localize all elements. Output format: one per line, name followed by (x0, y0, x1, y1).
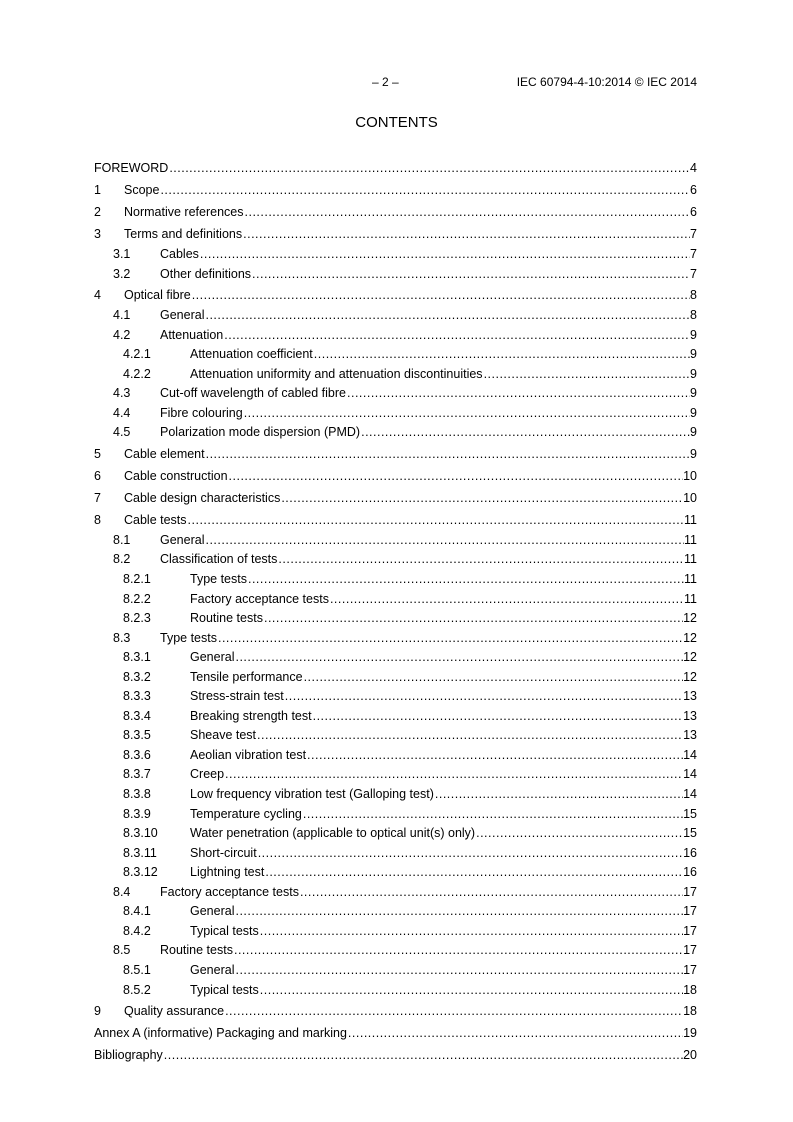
toc-entry-title: Water penetration (applicable to optical unit(s) only) (190, 824, 476, 844)
toc-entry-number: 8.3.11 (123, 845, 157, 860)
toc-entry-title: General (190, 902, 235, 922)
toc-entry-line (190, 961, 697, 981)
toc-entry-page: 14 (683, 767, 697, 782)
toc-entry-number: 8.5.1 (123, 962, 151, 977)
toc-entry-line (190, 981, 697, 1001)
toc-entry-title: Polarization mode dispersion (PMD) (160, 423, 361, 443)
toc-dot-leader (252, 265, 690, 285)
toc-dot-leader (200, 245, 690, 265)
toc-entry-line (124, 487, 697, 509)
toc-entry[interactable] (94, 306, 697, 326)
toc-entry-line (190, 609, 697, 629)
toc-entry-page: 11 (684, 591, 697, 606)
toc-entry-line (160, 531, 697, 551)
toc-entry-page: 15 (683, 806, 697, 821)
toc-entry-number: 8.3.1 (123, 650, 151, 665)
toc-entry-page: 9 (690, 366, 697, 381)
toc-entry-title: Routine tests (160, 941, 234, 961)
toc-entry-title: Type tests (190, 570, 248, 590)
toc-entry-page: 19 (683, 1026, 697, 1041)
toc-entry-title: Sheave test (190, 726, 257, 746)
toc-entry-title: Cable tests (124, 509, 188, 531)
toc-entry-number: 6 (94, 468, 101, 483)
toc-entry-page: 13 (683, 689, 697, 704)
toc-entry-number: 8.3.3 (123, 689, 151, 704)
toc-entry-title: Lightning test (190, 863, 265, 883)
toc-entry-number: 9 (94, 1004, 101, 1019)
toc-entry-page: 9 (690, 405, 697, 420)
toc-entry-page: 18 (683, 1004, 697, 1019)
toc-entry-number: 8.3.10 (123, 826, 158, 841)
toc-entry[interactable] (94, 844, 697, 864)
toc-entry-line (190, 805, 697, 825)
toc-entry-line (160, 423, 697, 443)
toc-entry-line (190, 345, 697, 365)
toc-entry-page: 12 (683, 630, 697, 645)
page-header (0, 75, 793, 93)
toc-entry-title: Cables (160, 245, 200, 265)
toc-entry-title: Other definitions (160, 265, 252, 285)
toc-entry-number: 8.3.9 (123, 806, 151, 821)
toc-entry-line (190, 824, 697, 844)
toc-entry-line (124, 201, 697, 223)
toc-entry-title: Factory acceptance tests (190, 590, 330, 610)
toc-entry[interactable] (94, 326, 697, 346)
toc-entry[interactable] (94, 961, 697, 981)
toc-dot-leader (313, 707, 683, 727)
toc-entry-page: 17 (683, 904, 697, 919)
toc-entry-line (190, 687, 697, 707)
toc-entry-title: Aeolian vibration test (190, 746, 307, 766)
toc-dot-leader (160, 179, 690, 201)
toc-entry-line (160, 306, 697, 326)
toc-entry[interactable] (94, 805, 697, 825)
toc-entry-line (160, 629, 697, 649)
toc-entry-number: 8.3.2 (123, 669, 151, 684)
toc-entry-title: Stress-strain test (190, 687, 285, 707)
toc-dot-leader (361, 423, 690, 443)
toc-entry-page: 10 (683, 490, 697, 505)
toc-entry[interactable] (94, 179, 697, 201)
toc-entry-line (190, 785, 697, 805)
toc-entry[interactable] (94, 284, 697, 306)
toc-entry-number: 7 (94, 490, 101, 505)
toc-entry-title: Optical fibre (124, 284, 192, 306)
toc-entry-title: FOREWORD (94, 157, 169, 179)
toc-entry-number: 8.1 (113, 532, 131, 547)
toc-entry-number: 8.3.7 (123, 767, 151, 782)
toc-entry-number: 5 (94, 446, 101, 461)
toc-entry[interactable] (94, 883, 697, 903)
toc-entry-page: 11 (684, 512, 697, 527)
toc-entry-number: 8.2.3 (123, 611, 151, 626)
toc-entry[interactable] (94, 245, 697, 265)
toc-dot-leader (235, 648, 683, 668)
toc-entry-title: Temperature cycling (190, 805, 303, 825)
toc-entry-line (190, 765, 697, 785)
toc-entry-number: 4.2.2 (123, 366, 151, 381)
page-number: – 2 – (372, 75, 399, 89)
toc-entry-line (160, 883, 697, 903)
toc-entry-number: 8.3.5 (123, 728, 151, 743)
toc-entry-page: 9 (690, 347, 697, 362)
toc-entry-line (190, 902, 697, 922)
toc-entry[interactable] (94, 629, 697, 649)
toc-entry-number: 8.3.6 (123, 747, 151, 762)
toc-entry[interactable] (94, 648, 697, 668)
toc-dot-leader (303, 805, 683, 825)
toc-entry-line (160, 941, 697, 961)
toc-entry-number: 3.1 (113, 247, 131, 261)
toc-entry-number: 8.4.2 (123, 923, 151, 938)
toc-entry-title: Typical tests (190, 922, 260, 942)
toc-entry-title: Normative references (124, 201, 245, 223)
toc-entry-line (124, 284, 697, 306)
toc-entry-page: 6 (690, 183, 697, 197)
toc-dot-leader (244, 404, 690, 424)
toc-entry-title: Breaking strength test (190, 707, 313, 727)
toc-entry-line (160, 550, 697, 570)
toc-entry-number: 4.2 (113, 327, 131, 342)
toc-entry-page: 7 (690, 227, 697, 241)
toc-entry-number: 8.4 (113, 884, 131, 899)
toc-entry[interactable] (94, 487, 697, 509)
toc-entry-title: Attenuation (160, 326, 224, 346)
toc-entry-line (160, 326, 697, 346)
toc-dot-leader (285, 687, 683, 707)
toc-entry-title: Short-circuit (190, 844, 258, 864)
toc-dot-leader (235, 902, 683, 922)
toc-entry-page: 9 (690, 327, 697, 342)
toc-entry-page: 6 (690, 205, 697, 219)
toc-entry-title: Cable design characteristics (124, 487, 281, 509)
toc-entry[interactable] (94, 509, 697, 531)
toc-entry[interactable] (94, 609, 697, 629)
toc-dot-leader (265, 863, 683, 883)
toc-dot-leader (218, 629, 683, 649)
toc-entry[interactable] (94, 345, 697, 365)
toc-entry-title: General (160, 306, 205, 326)
toc-entry-line (124, 1000, 697, 1022)
toc-entry-line (190, 668, 697, 688)
toc-entry-title: Typical tests (190, 981, 260, 1001)
toc-entry-page: 13 (683, 708, 697, 723)
toc-entry-page: 7 (690, 266, 697, 281)
toc-dot-leader (314, 345, 690, 365)
toc-entry[interactable] (94, 423, 697, 443)
toc-entry-number: 4 (94, 288, 101, 303)
toc-dot-leader (225, 1000, 683, 1022)
toc-entry-line (124, 465, 697, 487)
toc-entry-page: 14 (683, 787, 697, 802)
toc-entry-title: Cable construction (124, 465, 229, 487)
toc-entry-number: 8.5.2 (123, 982, 151, 997)
toc-entry-number: 8.3.8 (123, 787, 151, 802)
toc-entry-page: 11 (684, 572, 697, 587)
toc-dot-leader (192, 284, 690, 306)
toc-entry-page: 9 (690, 446, 697, 461)
toc-entry[interactable] (94, 265, 697, 285)
toc-entry-title: Type tests (160, 629, 218, 649)
toc-entry[interactable] (94, 746, 697, 766)
toc-entry-number: 4.3 (113, 386, 131, 401)
toc-entry-number: 8.2.2 (123, 591, 151, 606)
toc-entry-title: Cable element (124, 443, 206, 465)
toc-entry-page: 10 (683, 468, 697, 483)
toc-dot-leader (435, 785, 683, 805)
toc-entry-page: 12 (683, 611, 697, 626)
toc-dot-leader (257, 726, 683, 746)
toc-entry[interactable] (94, 981, 697, 1001)
toc-entry-title: Fibre colouring (160, 404, 244, 424)
toc-entry-line (190, 707, 697, 727)
toc-entry-page: 17 (683, 923, 697, 938)
toc-entry-page: 17 (683, 884, 697, 899)
toc-entry-number: 3 (94, 227, 101, 241)
toc-dot-leader (300, 883, 683, 903)
toc-entry[interactable] (94, 404, 697, 424)
toc-entry-page: 11 (684, 552, 697, 567)
toc-dot-leader (164, 1044, 683, 1066)
toc-entry[interactable] (94, 550, 697, 570)
toc-entry-title: Factory acceptance tests (160, 883, 300, 903)
toc-entry[interactable] (94, 201, 697, 223)
toc-entry-page: 17 (683, 943, 697, 958)
toc-entry-title: Terms and definitions (124, 223, 243, 245)
toc-entry[interactable] (94, 707, 697, 727)
toc-entry-line (160, 265, 697, 285)
toc-entry[interactable] (94, 465, 697, 487)
toc-entry-page: 7 (690, 247, 697, 261)
toc-entry-line (190, 863, 697, 883)
toc-dot-leader (260, 922, 683, 942)
toc-entry-number: 2 (94, 205, 101, 219)
toc-dot-leader (169, 157, 690, 179)
toc-entry-page: 9 (690, 425, 697, 440)
toc-entry-line (94, 157, 697, 179)
toc-entry-line (94, 1044, 697, 1066)
toc-dot-leader (234, 941, 683, 961)
toc-entry-title: Bibliography (94, 1044, 164, 1066)
toc-dot-leader (484, 365, 690, 385)
toc-entry-number: 1 (94, 183, 101, 197)
toc-entry[interactable] (94, 365, 697, 385)
toc-entry-page: 17 (683, 962, 697, 977)
toc-entry-line (124, 223, 697, 245)
toc-entry-title: Quality assurance (124, 1000, 225, 1022)
toc-entry-page: 14 (683, 747, 697, 762)
toc-entry-number: 8.2.1 (123, 572, 151, 587)
toc-entry-number: 4.4 (113, 405, 131, 420)
toc-entry-title: Cut-off wavelength of cabled fibre (160, 384, 347, 404)
toc-dot-leader (225, 765, 683, 785)
toc-dot-leader (205, 306, 690, 326)
toc-dot-leader (304, 668, 684, 688)
toc-entry-line (190, 570, 697, 590)
toc-dot-leader (224, 326, 690, 346)
toc-dot-leader (330, 590, 684, 610)
toc-entry-line (190, 746, 697, 766)
toc-dot-leader (229, 465, 684, 487)
toc-entry[interactable] (94, 726, 697, 746)
page-title: CONTENTS (355, 114, 438, 131)
toc-entry-page: 20 (683, 1048, 697, 1063)
toc-entry-number: 4.2.1 (123, 347, 151, 362)
toc-entry-line (124, 443, 697, 465)
toc-dot-leader (264, 609, 683, 629)
toc-entry[interactable] (94, 902, 697, 922)
toc-entry-page: 4 (690, 161, 697, 175)
toc-entry[interactable] (94, 384, 697, 404)
toc-entry-line (190, 922, 697, 942)
toc-entry-line (190, 844, 697, 864)
toc-entry-number: 8.3.12 (123, 865, 158, 880)
toc-entry-page: 16 (683, 845, 697, 860)
toc-dot-leader (307, 746, 683, 766)
toc-entry-title: Annex A (informative) Packaging and marking (94, 1022, 348, 1044)
toc-dot-leader (260, 981, 683, 1001)
toc-entry-page: 11 (684, 532, 697, 547)
toc-entry-number: 3.2 (113, 266, 131, 281)
toc-dot-leader (248, 570, 684, 590)
toc-entry-title: Tensile performance (190, 668, 304, 688)
toc-entry-page: 8 (690, 288, 697, 303)
toc-entry[interactable] (94, 941, 697, 961)
table-of-contents (94, 157, 697, 1066)
toc-entry[interactable] (94, 223, 697, 245)
toc-dot-leader (348, 1022, 683, 1044)
toc-entry[interactable] (94, 687, 697, 707)
toc-entry-line (124, 179, 697, 201)
toc-entry-line (190, 365, 697, 385)
toc-entry-page: 13 (683, 728, 697, 743)
toc-entry[interactable] (94, 443, 697, 465)
toc-entry-line (190, 726, 697, 746)
toc-entry-page: 12 (683, 669, 697, 684)
toc-entry-title: Scope (124, 179, 160, 201)
toc-entry[interactable] (94, 1022, 697, 1044)
toc-entry[interactable] (94, 863, 697, 883)
toc-dot-leader (476, 824, 683, 844)
toc-entry-line (160, 245, 697, 265)
toc-entry-number: 8.2 (113, 552, 131, 567)
toc-entry-number: 4.5 (113, 425, 131, 440)
toc-dot-leader (243, 223, 690, 245)
toc-entry-number: 8.3 (113, 630, 131, 645)
standard-reference: IEC 60794-4-10:2014 © IEC 2014 (516, 75, 697, 89)
toc-entry-page: 8 (690, 308, 697, 323)
toc-dot-leader (188, 509, 684, 531)
toc-dot-leader (206, 443, 690, 465)
toc-entry-page: 15 (683, 826, 697, 841)
toc-entry-page: 18 (683, 982, 697, 997)
toc-entry-number: 8.5 (113, 943, 131, 958)
toc-entry[interactable] (94, 570, 697, 590)
toc-entry-number: 8.3.4 (123, 708, 151, 723)
toc-entry-line (160, 404, 697, 424)
toc-entry-page: 16 (683, 865, 697, 880)
toc-entry-title: Classification of tests (160, 550, 278, 570)
toc-dot-leader (245, 201, 691, 223)
toc-entry-number: 8 (94, 512, 101, 527)
toc-dot-leader (205, 531, 684, 551)
toc-entry[interactable] (94, 922, 697, 942)
toc-dot-leader (235, 961, 683, 981)
toc-entry-title: General (190, 961, 235, 981)
toc-entry-page: 12 (683, 650, 697, 665)
toc-entry-page: 9 (690, 386, 697, 401)
toc-entry-line (190, 590, 697, 610)
toc-dot-leader (258, 844, 683, 864)
toc-entry[interactable] (94, 765, 697, 785)
toc-entry-number: 4.1 (113, 308, 131, 323)
toc-dot-leader (347, 384, 690, 404)
toc-entry-title: Low frequency vibration test (Galloping test) (190, 785, 435, 805)
toc-entry-title: Attenuation uniformity and attenuation discontinuities (190, 365, 484, 385)
toc-entry-line (190, 648, 697, 668)
toc-entry-number: 8.4.1 (123, 904, 151, 919)
toc-entry[interactable] (94, 1044, 697, 1066)
toc-entry-title: Routine tests (190, 609, 264, 629)
toc-entry[interactable] (94, 824, 697, 844)
toc-entry-title: General (160, 531, 205, 551)
toc-dot-leader (281, 487, 683, 509)
toc-entry-title: Creep (190, 765, 225, 785)
toc-entry-line (160, 384, 697, 404)
toc-entry[interactable] (94, 531, 697, 551)
toc-entry[interactable] (94, 157, 697, 179)
toc-entry[interactable] (94, 1000, 697, 1022)
toc-entry-title: General (190, 648, 235, 668)
toc-entry[interactable] (94, 668, 697, 688)
toc-dot-leader (278, 550, 684, 570)
toc-entry-line (94, 1022, 697, 1044)
toc-entry[interactable] (94, 785, 697, 805)
toc-entry-title: Attenuation coefficient (190, 345, 314, 365)
toc-entry[interactable] (94, 590, 697, 610)
toc-entry-line (124, 509, 697, 531)
